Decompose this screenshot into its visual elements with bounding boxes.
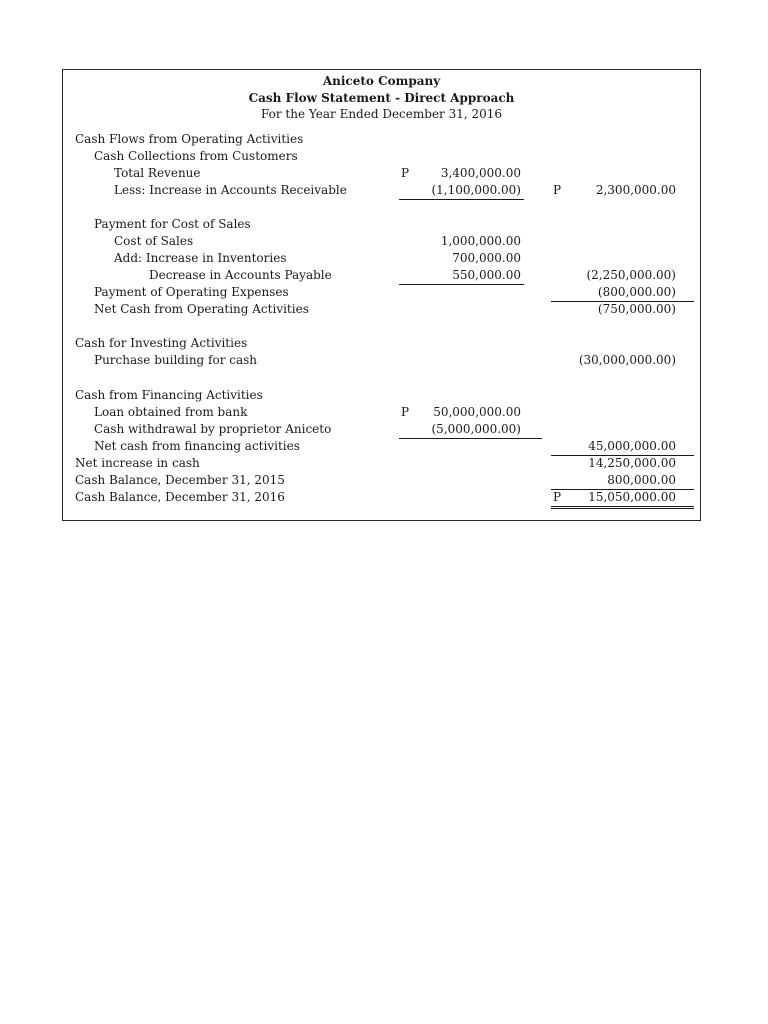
row-label: Payment of Operating Expenses <box>94 285 289 299</box>
investing-activities-heading <box>63 335 700 352</box>
peso-sign: P <box>401 405 410 419</box>
peso-sign: P <box>553 490 562 504</box>
statement-title: Cash Flow Statement - Direct Approach <box>248 91 515 105</box>
withdrawal-row <box>63 421 700 438</box>
row-label: Purchase building for cash <box>94 353 258 367</box>
total: 2,300,000.00 <box>595 183 676 197</box>
row-label: Cash Flows from Operating Activities <box>75 132 304 146</box>
total: (750,000.00) <box>597 302 676 316</box>
amount: 1,000,000.00 <box>440 234 521 248</box>
balance-2015-row <box>63 472 700 489</box>
operating-activities-heading <box>63 131 700 148</box>
amount: (5,000,000.00) <box>431 422 521 436</box>
peso-sign: P <box>401 166 410 180</box>
total: (2,250,000.00) <box>586 268 676 282</box>
row-label: Less: Increase in Accounts Receivable <box>114 183 347 197</box>
amount: 550,000.00 <box>452 268 521 282</box>
increase-inventories-row <box>63 250 700 267</box>
loan-row <box>63 404 700 421</box>
statement-period: For the Year Ended December 31, 2016 <box>260 107 503 121</box>
total: 800,000.00 <box>607 473 676 487</box>
amount: (1,100,000.00) <box>431 183 521 197</box>
cost-of-sales-row <box>63 233 700 250</box>
row-label: Net cash from financing activities <box>94 439 300 453</box>
row-label: Total Revenue <box>114 166 201 180</box>
row-label: Decrease in Accounts Payable <box>149 268 332 282</box>
net-increase-row <box>63 455 700 472</box>
underline <box>399 199 524 200</box>
row-label: Cost of Sales <box>114 234 194 248</box>
double-underline <box>551 506 694 509</box>
peso-sign: P <box>553 183 562 197</box>
decrease-ap-row <box>63 267 700 284</box>
cash-flow-statement <box>62 69 701 521</box>
row-label: Net increase in cash <box>75 456 200 470</box>
net-financing-row <box>63 438 700 455</box>
row-label: Cash Balance, December 31, 2016 <box>75 490 285 504</box>
total: (800,000.00) <box>597 285 676 299</box>
payment-cost-of-sales-row <box>63 216 700 233</box>
amount: 50,000,000.00 <box>433 405 521 419</box>
balance-2016-row <box>63 489 700 506</box>
total: 14,250,000.00 <box>588 456 676 470</box>
total: (30,000,000.00) <box>578 353 676 367</box>
cash-collections-row <box>63 148 700 165</box>
row-label: Cash for Investing Activities <box>75 336 248 350</box>
row-label: Cash Collections from Customers <box>94 149 298 163</box>
purchase-building-row <box>63 352 700 369</box>
row-label: Cash withdrawal by proprietor Aniceto <box>94 422 332 436</box>
payment-opex-row <box>63 284 700 301</box>
total: 45,000,000.00 <box>588 439 676 453</box>
amount: 3,400,000.00 <box>440 166 521 180</box>
company-name: Aniceto Company <box>322 74 441 88</box>
net-operating-row <box>63 301 700 318</box>
row-label: Payment for Cost of Sales <box>94 217 251 231</box>
financing-activities-heading <box>63 387 700 404</box>
increase-ar-row <box>63 182 700 199</box>
row-label: Cash Balance, December 31, 2015 <box>75 473 285 487</box>
row-label: Cash from Financing Activities <box>75 388 263 402</box>
amount: 700,000.00 <box>452 251 521 265</box>
total-revenue-row <box>63 165 700 182</box>
total: 15,050,000.00 <box>588 490 676 504</box>
row-label: Net Cash from Operating Activities <box>94 302 309 316</box>
row-label: Add: Increase in Inventories <box>114 251 287 265</box>
row-label: Loan obtained from bank <box>94 405 248 419</box>
